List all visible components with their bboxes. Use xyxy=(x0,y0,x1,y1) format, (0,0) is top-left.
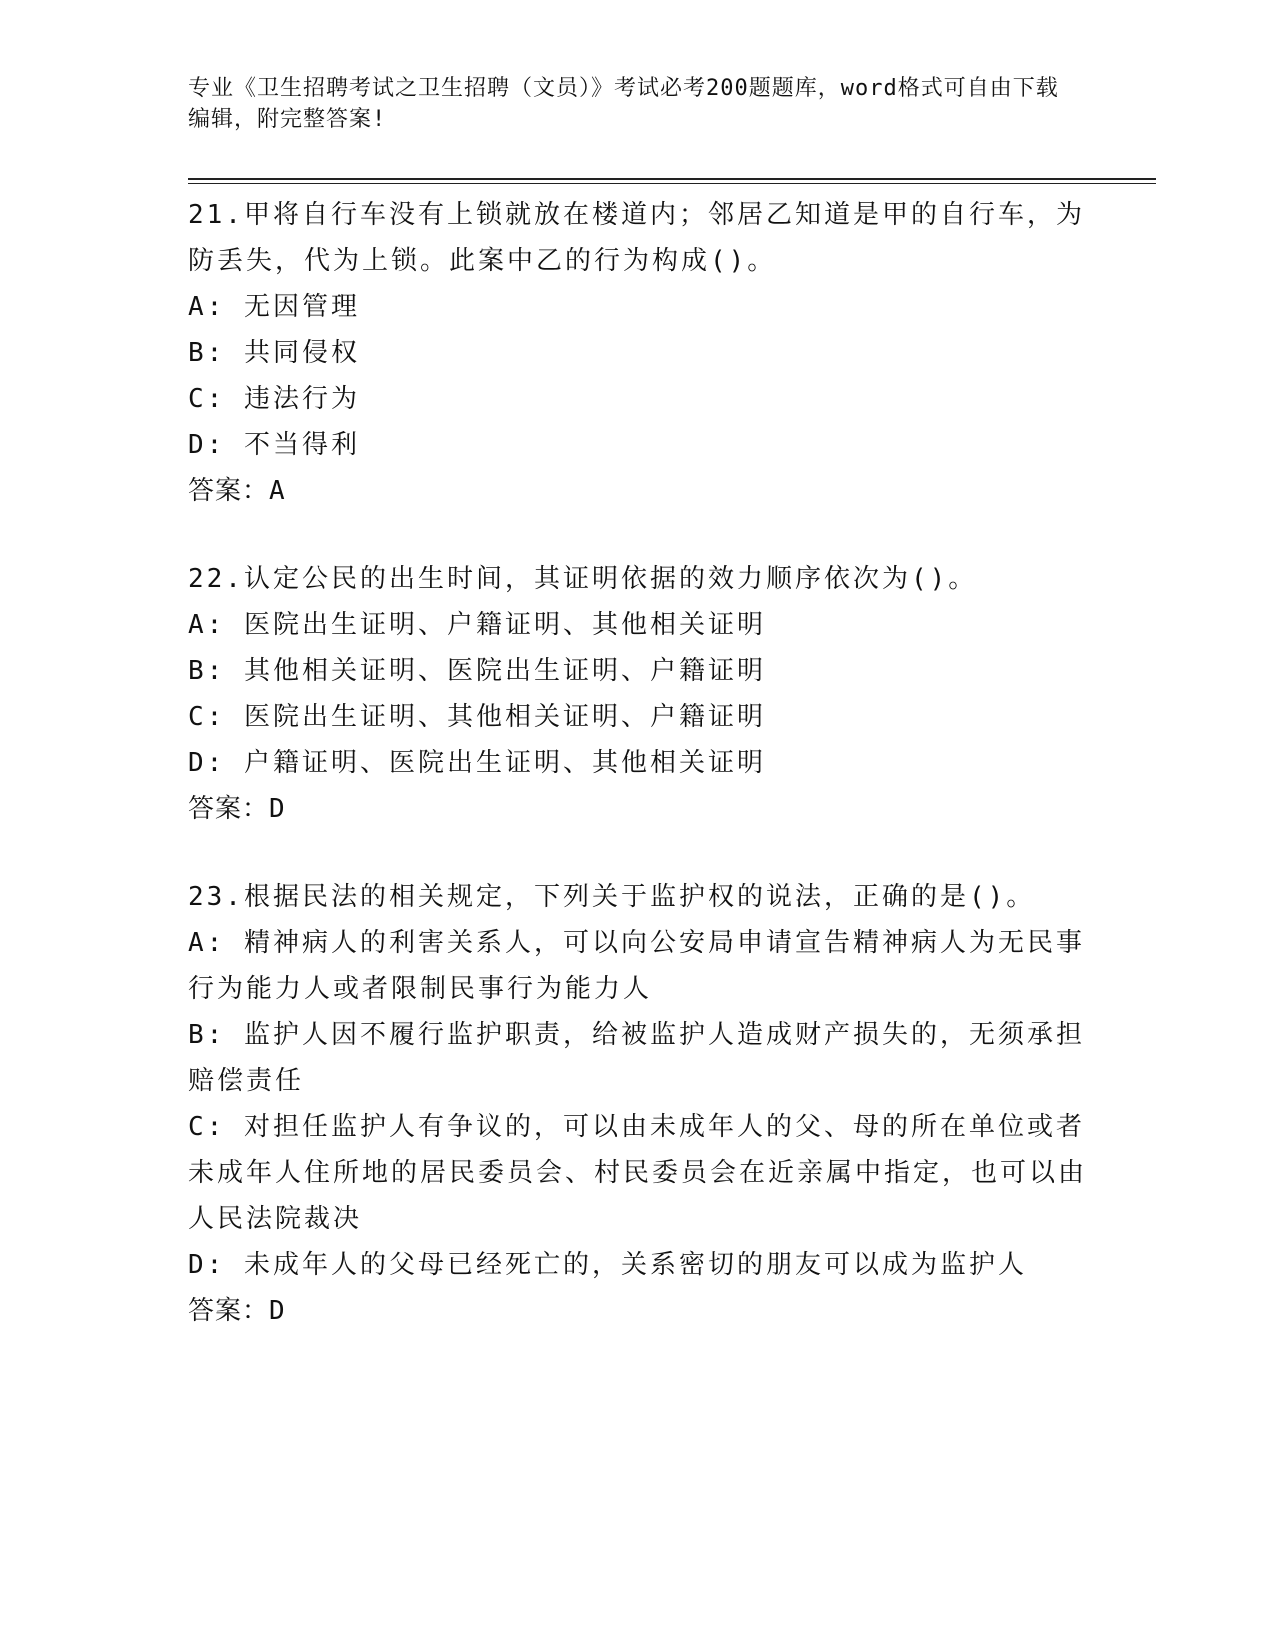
question-item xyxy=(188,874,1088,1334)
option-b: B: 监护人因不履行监护职责，给被监护人造成财产损失的，无须承担赔偿责任 xyxy=(188,1020,1085,1096)
answer-label: 答案： xyxy=(188,794,270,824)
question-stem: 22.认定公民的出生时间，其证明依据的效力顺序依次为()。 xyxy=(188,564,978,594)
option-a: A: 精神病人的利害关系人，可以向公安局申请宣告精神病人为无民事行为能力人或者限制民事行为能力人 xyxy=(188,928,1085,1004)
answer-line xyxy=(188,468,1088,514)
option-d: D: 户籍证明、医院出生证明、其他相关证明 xyxy=(188,748,766,778)
option-d: D: 未成年人的父母已经死亡的，关系密切的朋友可以成为监护人 xyxy=(188,1250,1027,1280)
option-c: C: 违法行为 xyxy=(188,384,360,414)
answer-value: D xyxy=(269,794,286,824)
header-text: 专业《卫生招聘考试之卫生招聘（文员）》考试必考200题题库，word格式可自由下载编辑，附完整答案! xyxy=(188,76,1059,132)
option-c: C: 对担任监护人有争议的，可以由未成年人的父、母的所在单位或者未成年人住所地的居民委员会、村民委员会在近亲属中指定，也可以由人民法院裁决 xyxy=(188,1112,1088,1234)
answer-line xyxy=(188,786,1088,832)
header-divider xyxy=(188,178,1156,184)
answer-label: 答案： xyxy=(188,476,270,506)
question-item xyxy=(188,556,1088,832)
question-stem: 21.甲将自行车没有上锁就放在楼道内；邻居乙知道是甲的自行车，为防丢失，代为上锁。此案中乙的行为构成()。 xyxy=(188,200,1085,276)
answer-value: A xyxy=(269,476,286,506)
question-list xyxy=(188,192,1088,1376)
option-c: C: 医院出生证明、其他相关证明、户籍证明 xyxy=(188,702,766,732)
answer-label: 答案： xyxy=(188,1296,270,1326)
question-item xyxy=(188,192,1088,514)
option-a: A: 无因管理 xyxy=(188,292,360,322)
document-header xyxy=(188,73,1068,135)
option-a: A: 医院出生证明、户籍证明、其他相关证明 xyxy=(188,610,766,640)
question-stem: 23.根据民法的相关规定，下列关于监护权的说法，正确的是()。 xyxy=(188,882,1036,912)
option-d: D: 不当得利 xyxy=(188,430,360,460)
option-b: B: 其他相关证明、医院出生证明、户籍证明 xyxy=(188,656,766,686)
answer-line xyxy=(188,1288,1088,1334)
option-b: B: 共同侵权 xyxy=(188,338,360,368)
answer-value: D xyxy=(269,1296,286,1326)
